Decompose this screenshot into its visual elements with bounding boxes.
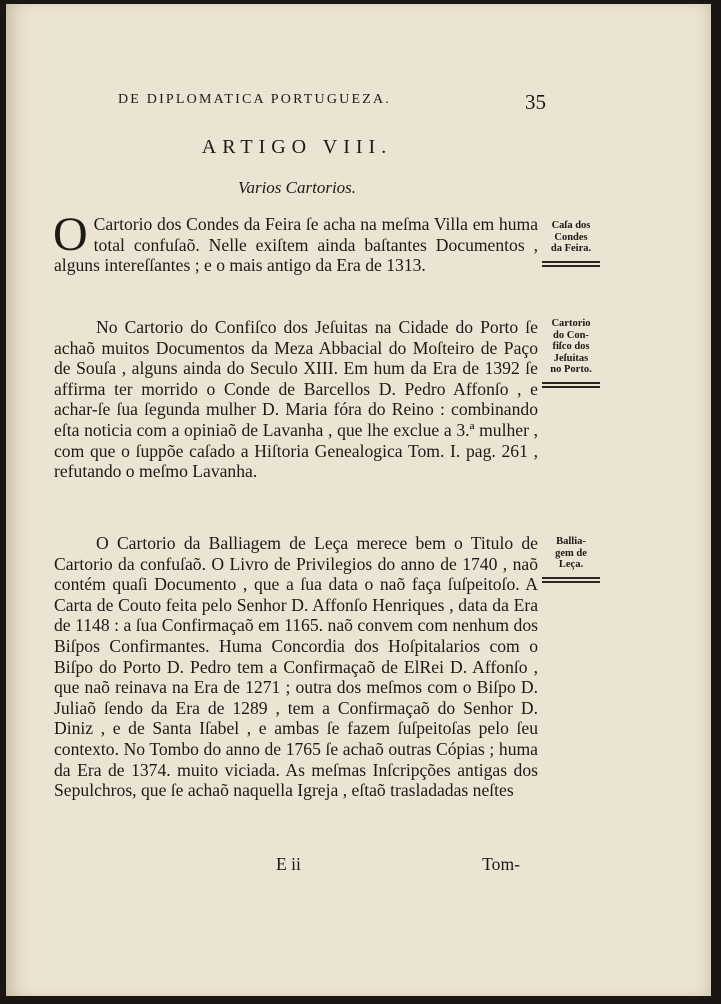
marginal-note-3 [536, 536, 606, 583]
margin-line: fiſco dos [552, 341, 590, 352]
margin-rule [542, 577, 600, 579]
paragraph-3-text: O Cartorio da Balliagem de Leça merece bem o Titulo de Cartorio da confuſaõ. O Livro de Privilegios do anno de 1740 , naõ contém quaſi Documento , que a ſua data o naõ faça ſuſpeitoſo. A Carta de Couto feita pelo Senhor D. Affonſo Henriques , data da Era de 1148 : a ſua Confirmaçaõ em 1165. naõ convem com nenhum dos Biſpos Confirmantes. Huma Concordia dos Hoſpitalarios com o Biſpo do Porto D. Pedro tem a Confirmaçaõ de ElRei D. Affonſo , que naõ reinava na Era de 1271 ; outra dos meſmos com o Biſpo D. Juliaõ ſendo da Era de 1289 , tem a Confirmaçaõ do Senhor D. Diniz , e de Santa Iſabel , e ambas ſe fazem ſuſpeitoſas pelo ſeu contexto. No Tombo do anno de 1765 ſe achaõ outras Cópias ; huma da Era de 1374. muito viciada. As meſmas Inſcripções antigas dos Sepulchros, que ſe achaõ naquella Igreja , eſtaõ trasladadas neſtes [54, 533, 538, 801]
margin-line: da Feira. [550, 243, 592, 254]
running-title: DE DIPLOMATICA PORTUGUEZA. [118, 92, 391, 107]
paragraph-2 [54, 317, 538, 482]
margin-line: gem de [555, 547, 587, 559]
margin-rule [542, 382, 600, 384]
margin-rule [542, 261, 600, 263]
article-subtitle: Varios Cartorios. [237, 178, 357, 197]
margin-line: Jeſuitas [553, 352, 589, 364]
paragraph-1 [53, 208, 538, 276]
margin-line: Ballia- [556, 536, 586, 547]
paragraph-3 [54, 533, 538, 801]
margin-line: Caſa dos [551, 220, 591, 231]
margin-rule [542, 386, 600, 388]
margin-line: do Con- [553, 329, 589, 341]
drop-cap: O [53, 208, 88, 261]
catchword: Tom- [482, 854, 520, 874]
margin-line: Leça. [558, 559, 584, 570]
margin-line: Cartorio [551, 318, 591, 329]
signature-mark: E ii [276, 854, 301, 874]
margin-line: Condes [554, 231, 588, 243]
paragraph-1-text: Cartorio dos Condes da Feira ſe acha na meſma Villa em huma total confuſaõ. Nelle exiſtem ainda baſtantes Documentos , alguns intereſſantes ; e o mais antigo da Era de 1313. [54, 214, 538, 276]
marginal-note-1 [536, 220, 606, 267]
book-page [6, 4, 711, 996]
margin-line: no Porto. [550, 364, 592, 375]
margin-rule [542, 581, 600, 583]
article-heading: ARTIGO VIII. [201, 136, 393, 158]
page-number: 35 [525, 90, 546, 114]
running-header [118, 90, 546, 114]
margin-rule [542, 265, 600, 267]
paragraph-2-text: No Cartorio do Confiſco dos Jeſuitas na Cidade do Porto ſe achaõ muitos Documentos da Meza Abbacial do Moſteiro de Paço de Souſa , alguns ainda do Seculo XIII. Em hum da Era de 1392 ſe affirma ter morrido o Conde de Barcellos D. Pedro Affonſo , e achar-ſe ſua ſegunda mulher D. Maria fóra do Reino : combinando eſta noticia com a opiniaõ de Lavanha , que lhe exclue a 3.ª mulher , com que o ſuppõe caſado a Hiſtoria Genealogica Tom. I. pag. 261 , refutando o meſmo Lavanha. [54, 317, 538, 482]
marginal-note-2 [536, 318, 606, 388]
